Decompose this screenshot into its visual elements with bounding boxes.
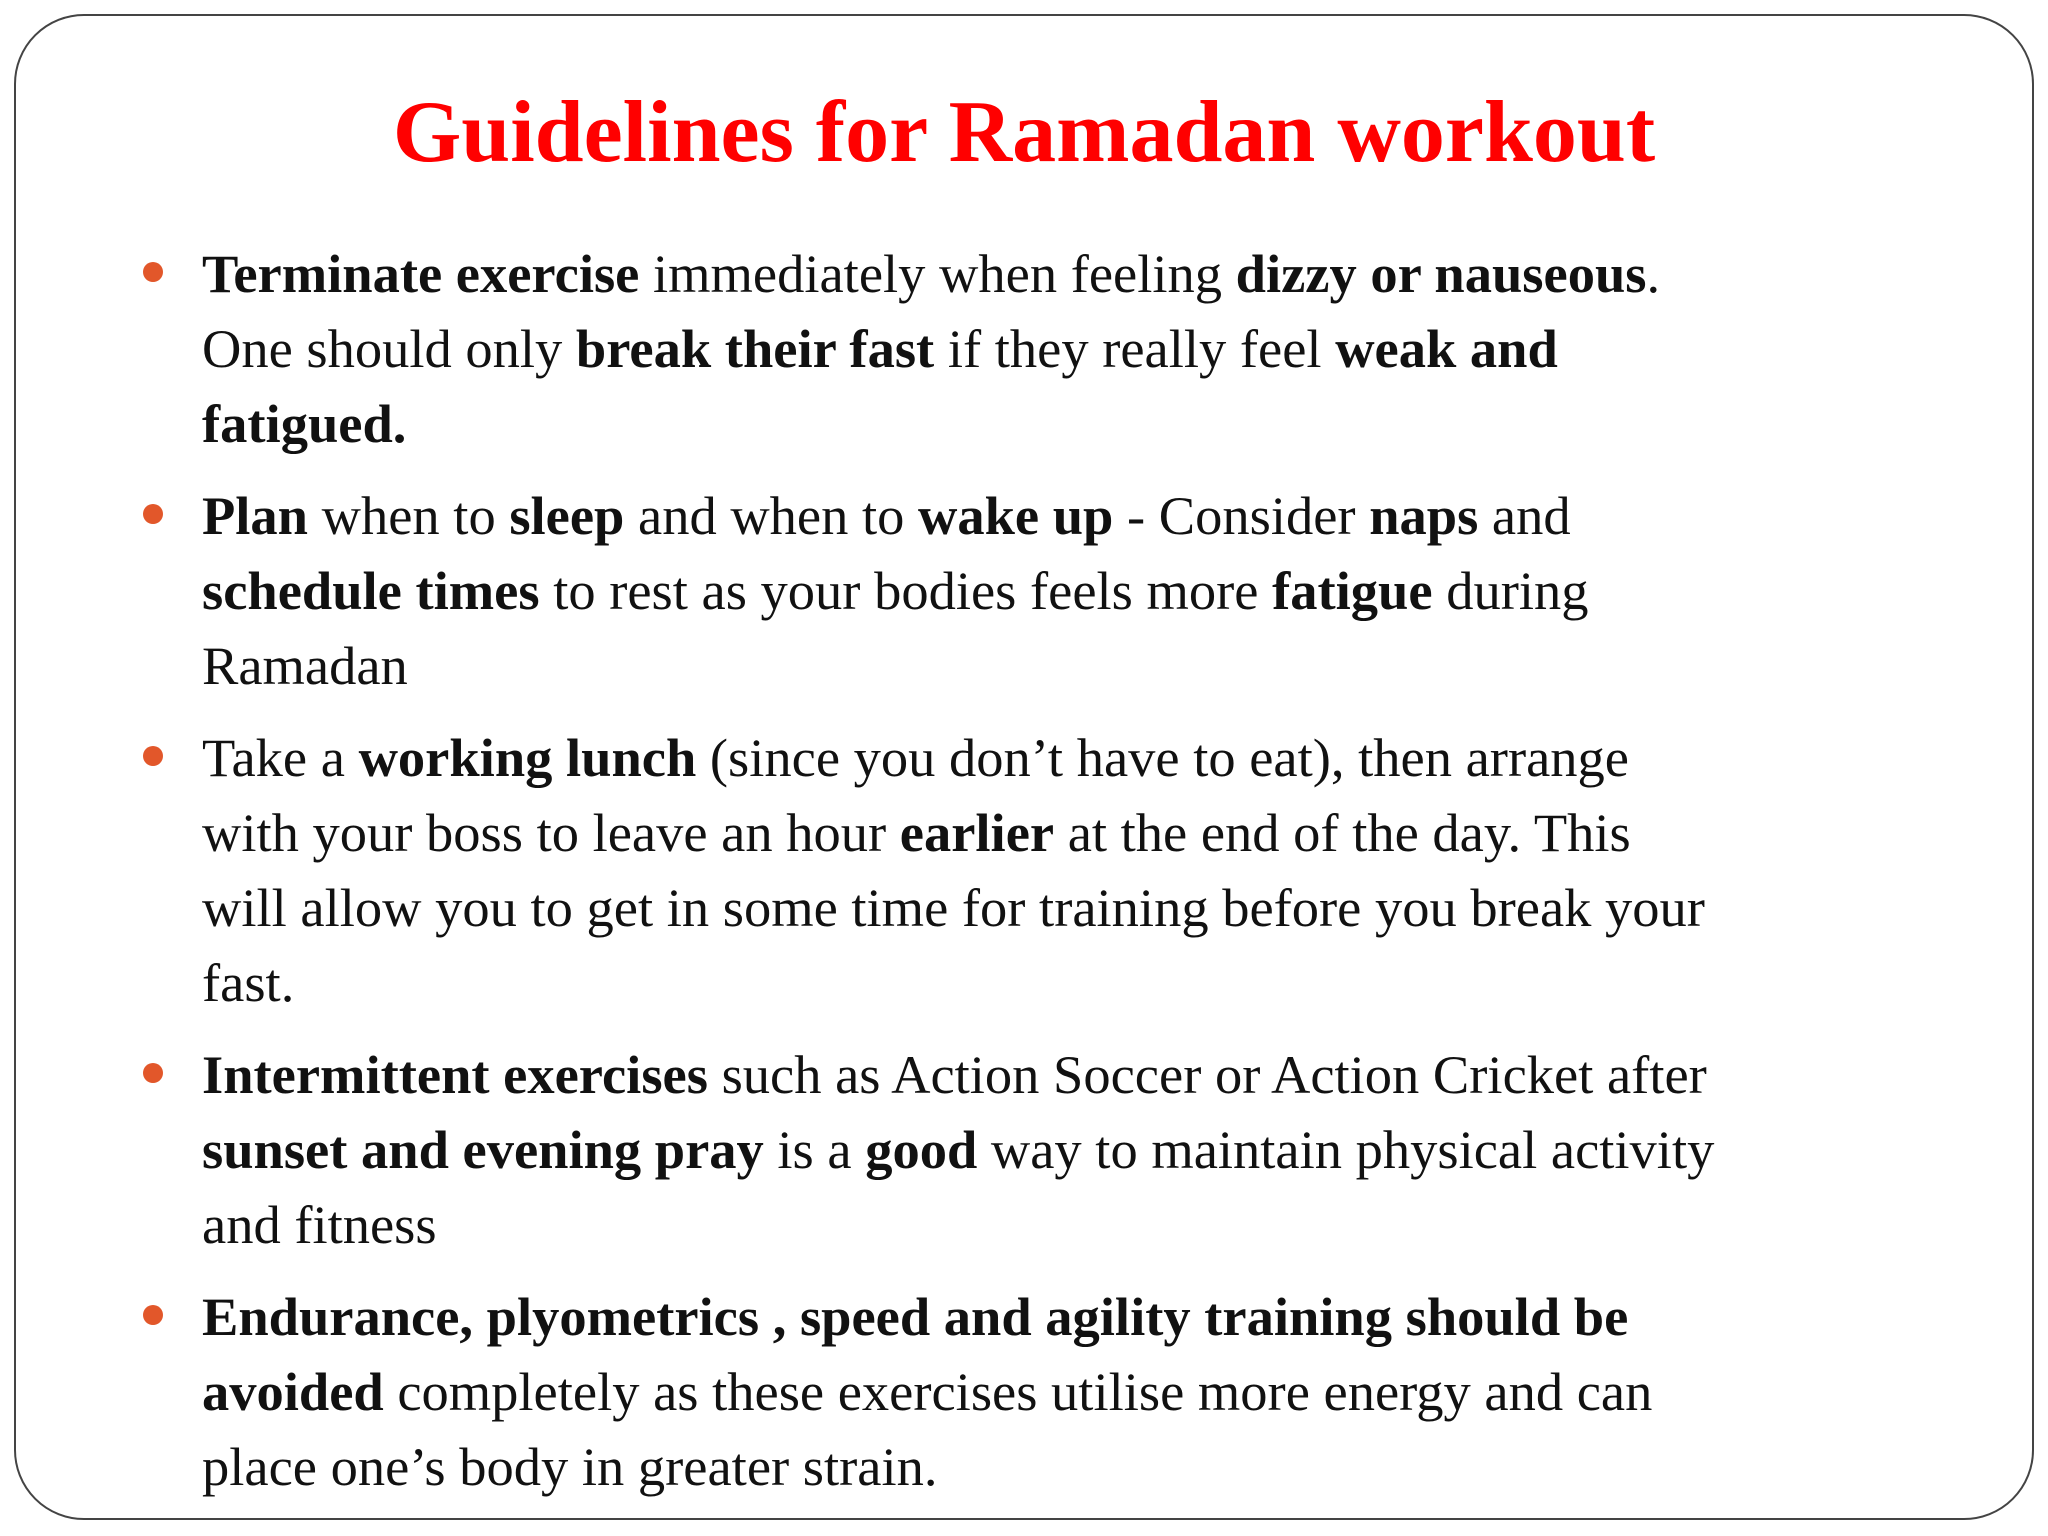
bullet-dot-icon xyxy=(143,1305,163,1325)
text: to rest as your bodies feels more xyxy=(539,560,1273,621)
text: completely as these exercises utilise more energy and can xyxy=(383,1361,1653,1422)
text: - Consider xyxy=(1113,485,1370,546)
bullet-line xyxy=(202,1112,1982,1187)
bold-text: naps xyxy=(1369,485,1479,546)
bold-text: sleep xyxy=(509,485,625,546)
bold-text: Plan xyxy=(202,485,308,546)
text: such as Action Soccer or Action Cricket after xyxy=(707,1044,1707,1105)
bullet-line xyxy=(202,1037,1982,1112)
bullet-line xyxy=(202,1429,1982,1504)
bold-text: working lunch xyxy=(358,727,697,788)
bullet-line xyxy=(202,945,1982,1020)
bullet-item xyxy=(202,236,1982,461)
bullet-dot-icon xyxy=(143,504,163,524)
text: (since you don’t have to eat), then arrange xyxy=(696,727,1629,788)
text: place one’s body in greater strain. xyxy=(202,1436,938,1497)
bold-text: dizzy or nauseous xyxy=(1235,243,1647,304)
text: and when to xyxy=(624,485,919,546)
text: at the end of the day. This xyxy=(1054,802,1631,863)
text: way to maintain physical activity xyxy=(977,1119,1715,1180)
bullet-dot-icon xyxy=(143,262,163,282)
bold-text: Endurance, plyometrics , speed and agility training should be xyxy=(202,1286,1629,1347)
text: and fitness xyxy=(202,1194,437,1255)
text: during xyxy=(1432,560,1589,621)
bullet-line xyxy=(202,386,1982,461)
bullet-line xyxy=(202,720,1982,795)
bullet-item xyxy=(202,1037,1982,1262)
bullet-line xyxy=(202,236,1982,311)
text: One should only xyxy=(202,318,576,379)
text: Take a xyxy=(202,727,359,788)
bold-text: avoided xyxy=(202,1361,384,1422)
bullet-item xyxy=(202,720,1982,1020)
bold-text: fatigued. xyxy=(202,393,407,454)
bold-text: weak and xyxy=(1335,318,1558,379)
text: immediately when feeling xyxy=(639,243,1236,304)
text: with your boss to leave an hour xyxy=(202,802,900,863)
bold-text: Terminate exercise xyxy=(202,243,640,304)
text: is a xyxy=(763,1119,866,1180)
bullet-line xyxy=(202,1279,1982,1354)
bold-text: good xyxy=(865,1119,978,1180)
bullet-list xyxy=(202,236,1982,1521)
bullet-line xyxy=(202,1354,1982,1429)
slide-title: Guidelines for Ramadan workout xyxy=(392,84,1656,181)
bold-text: earlier xyxy=(899,802,1055,863)
bold-text: break their fast xyxy=(575,318,935,379)
text: and xyxy=(1478,485,1571,546)
bold-text: sunset and evening pray xyxy=(202,1119,764,1180)
text: will allow you to get in some time for training before you break your xyxy=(202,877,1705,938)
bold-text: schedule times xyxy=(202,560,540,621)
text: Ramadan xyxy=(202,635,408,696)
bold-text: wake up xyxy=(918,485,1114,546)
bullet-line xyxy=(202,311,1982,386)
bullet-line xyxy=(202,478,1982,553)
bullet-item xyxy=(202,1279,1982,1504)
text: when to xyxy=(308,485,510,546)
bullet-line xyxy=(202,870,1982,945)
bullet-line xyxy=(202,1187,1982,1262)
bullet-dot-icon xyxy=(143,746,163,766)
bullet-line xyxy=(202,553,1982,628)
bullet-line xyxy=(202,628,1982,703)
text: . xyxy=(1646,243,1661,304)
bullet-item xyxy=(202,478,1982,703)
bold-text: Intermittent exercises xyxy=(202,1044,708,1105)
text: fast. xyxy=(202,952,295,1013)
text: if they really feel xyxy=(934,318,1336,379)
bold-text: fatigue xyxy=(1272,560,1433,621)
bullet-line xyxy=(202,795,1982,870)
bullet-dot-icon xyxy=(143,1063,163,1083)
